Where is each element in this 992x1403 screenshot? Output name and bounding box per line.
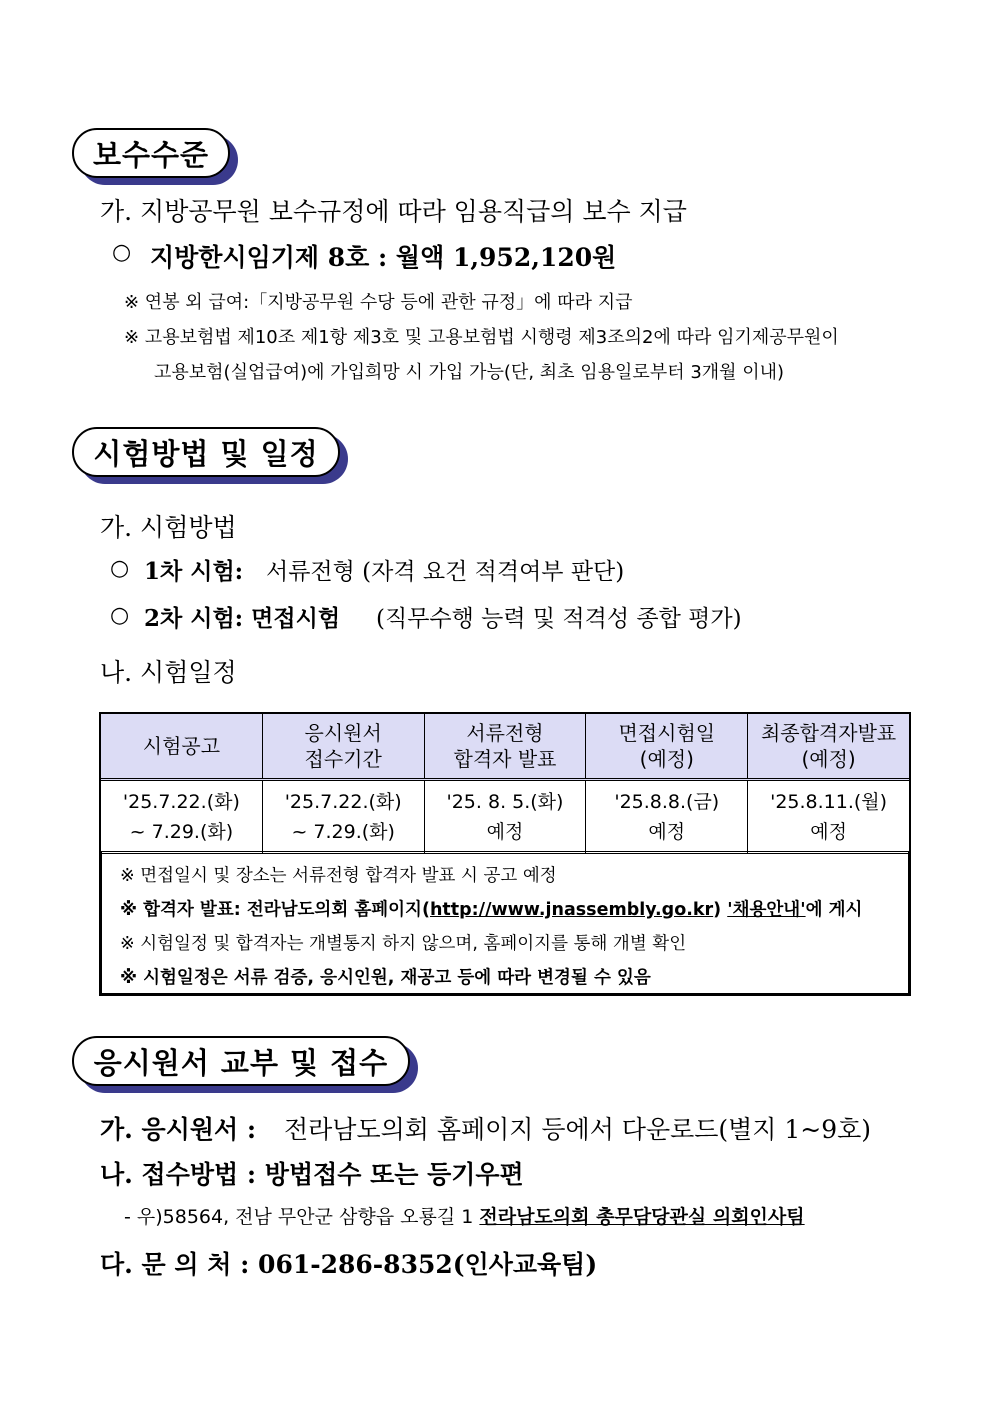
pay-grade-line: 지방한시임기제 8호 : 월액 1,952,120원 xyxy=(150,243,617,272)
bullet-circle: ○ xyxy=(110,556,130,581)
apply-address: - 우)58564, 전남 무안군 삼향읍 오룡길 1 전라남도의회 총무담당관실 의회인사팀 xyxy=(124,1206,805,1228)
bullet-circle: ○ xyxy=(112,240,132,265)
table-cell: '25.7.22.(화) ~ 7.29.(화) xyxy=(101,780,263,854)
pay-item-a: 가. 지방공무원 보수규정에 따라 임용직급의 보수 지급 xyxy=(100,197,687,226)
table-cell: '25.7.22.(화) ~ 7.29.(화) xyxy=(262,780,424,854)
section-header-exam xyxy=(72,427,340,477)
header-cell: 최종합격자발표 (예정) xyxy=(748,714,910,780)
pay-note-2-cont: 고용보험(실업급여)에 가입희망 시 가입 가능(단, 최초 임용일로부터 3개월 이내) xyxy=(154,362,785,383)
bullet-circle: ○ xyxy=(110,603,130,628)
table-row xyxy=(101,780,910,854)
header-cell: 시험공고 xyxy=(101,714,263,780)
apply-b-label: 나. 접수방법 : 방법접수 또는 등기우편 xyxy=(100,1160,524,1189)
homepage-link[interactable]: http://www.jnassembly.go.kr xyxy=(429,900,714,920)
pay-note-2: ※ 고용보험법 제10조 제1항 제3호 및 고용보험법 시행령 제3조의2에 따라 임기제공무원이 xyxy=(124,327,839,348)
schedule-notes xyxy=(100,851,910,995)
section-title: 보수수준 xyxy=(72,128,230,178)
table-header-row xyxy=(101,714,910,780)
section-title: 시험방법 및 일정 xyxy=(72,427,340,477)
header-cell: 서류전형 합격자 발표 xyxy=(424,714,586,780)
section-header-apply xyxy=(72,1036,410,1086)
section-title: 응시원서 교부 및 접수 xyxy=(72,1036,410,1086)
pay-note-1: ※ 연봉 외 급여:「지방공무원 수당 등에 관한 규정」에 따라 지급 xyxy=(124,292,633,313)
recruit-info-link[interactable]: '채용안내' xyxy=(727,900,806,920)
schedule-table xyxy=(100,713,910,854)
header-cell: 응시원서 접수기간 xyxy=(262,714,424,780)
apply-a-desc: 전라남도의회 홈페이지 등에서 다운로드(별지 1~9호) xyxy=(284,1115,872,1144)
apply-a-label: 가. 응시원서 : xyxy=(100,1115,257,1144)
address-place: 전라남도의회 총무담당관실 의회인사팀 xyxy=(479,1206,805,1228)
round2-label: 2차 시험: 면접시험 xyxy=(144,605,341,632)
exam-item-b: 나. 시험일정 xyxy=(100,658,237,687)
round1-desc: 서류전형 (자격 요건 적격여부 판단) xyxy=(266,559,625,585)
note-announcement: ※ 합격자 발표: 전라남도의회 홈페이지(http://www.jnassembly.go.kr) '채용안내'에 게시 xyxy=(120,900,863,920)
note-interview: ※ 면접일시 및 장소는 서류전형 합격자 발표 시 공고 예정 xyxy=(120,866,557,886)
round2-desc: (직무수행 능력 및 적격성 종합 평가) xyxy=(376,606,742,632)
table-cell: '25.8.11.(월) 예정 xyxy=(748,780,910,854)
apply-c-contact: 다. 문 의 처 : 061-286-8352(인사교육팀) xyxy=(100,1250,598,1279)
table-cell: '25.8.8.(금) 예정 xyxy=(586,780,748,854)
table-cell: '25. 8. 5.(화) 예정 xyxy=(424,780,586,854)
note-schedule-change: ※ 시험일정은 서류 검증, 응시인원, 재공고 등에 따라 변경될 수 있음 xyxy=(120,968,651,988)
note-notification: ※ 시험일정 및 합격자는 개별통지 하지 않으며, 홈페이지를 통해 개별 확인 xyxy=(120,934,687,954)
exam-item-a: 가. 시험방법 xyxy=(100,513,237,542)
section-header-pay xyxy=(72,128,230,178)
round1-label: 1차 시험: xyxy=(144,558,244,585)
header-cell: 면접시험일 (예정) xyxy=(586,714,748,780)
